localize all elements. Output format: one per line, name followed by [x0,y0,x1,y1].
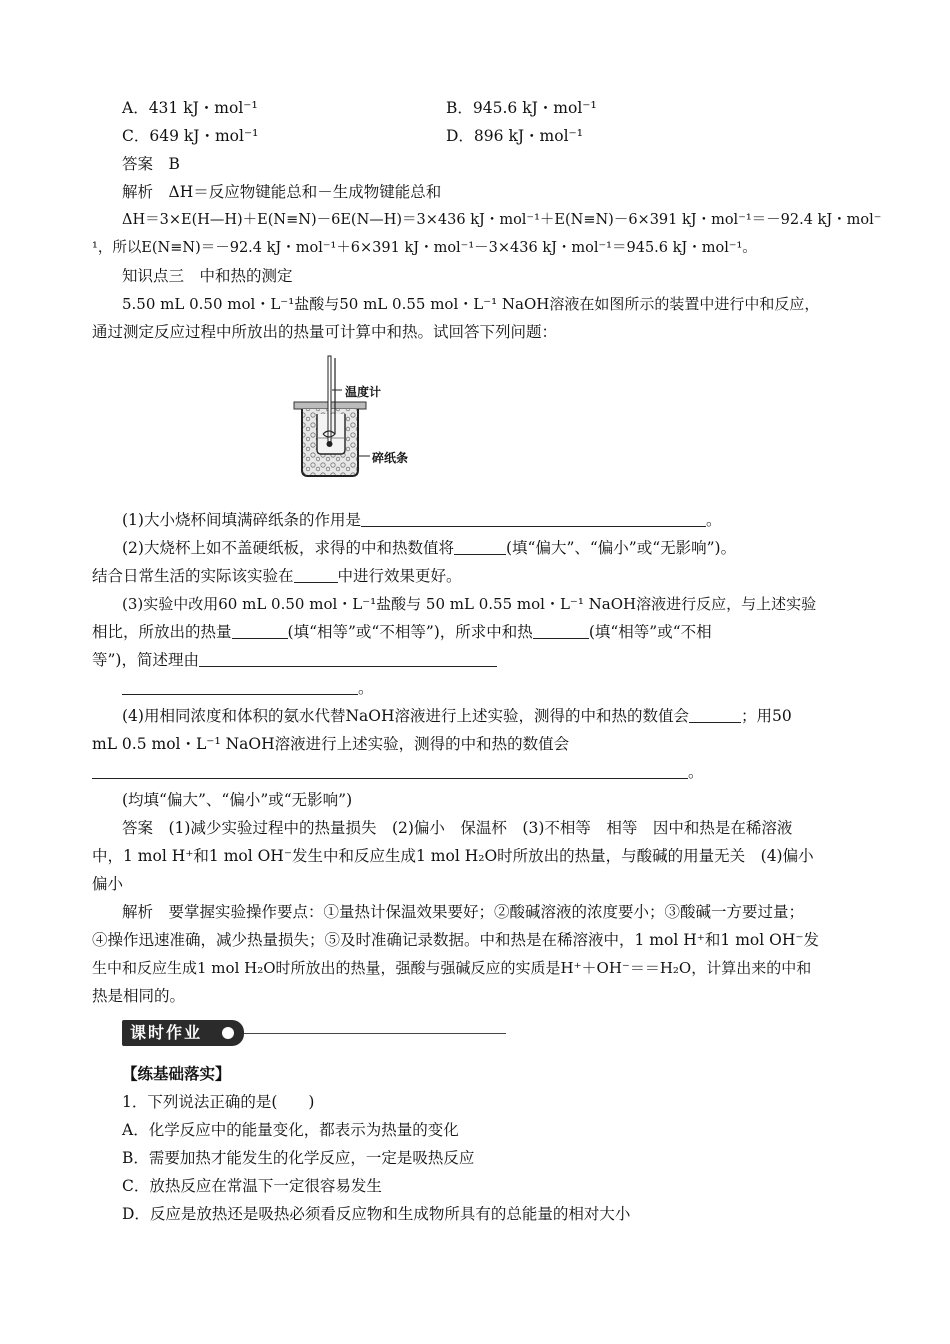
analysis-1-line2: ΔH＝3×E(H—H)＋E(N≡N)－6E(N—H)＝3×436 kJ・mol⁻¹＋E(N≡N)－6×391 kJ・mol⁻¹＝－92.4 kJ・mol⁻ [122,212,882,228]
option-a: A．431 kJ・mol⁻¹ [122,99,258,117]
practice-option-a: A．化学反应中的能量变化，都表示为热量的变化 [122,1121,459,1139]
practice-question-1: 1．下列说法正确的是( ) [122,1093,315,1111]
practice-option-d: D．反应是放热还是吸热必须看反应物和生成物所具有的总能量的相对大小 [122,1205,631,1223]
part-3-mid: (填“相等”或“不相等”)，所求中和热 [287,623,533,641]
dot-icon [222,1027,234,1039]
option-b: B．945.6 kJ・mol⁻¹ [446,99,597,117]
answer-blank[interactable] [454,540,506,555]
part-2-end: (填“偏大”、“偏小”或“无影响”)。 [505,539,737,557]
answer-blank[interactable] [199,652,497,667]
section-heading: 知识点三 中和热的测定 [122,267,293,285]
practice-option-c: C．放热反应在常温下一定很容易发生 [122,1177,382,1195]
part-1 [122,510,721,530]
part-4-note: (均填“偏大”、“偏小”或“无影响”) [122,791,353,809]
banner-title: 课时作业 [130,1023,203,1042]
part-3-line4 [122,678,374,698]
answer-blank[interactable] [533,624,589,639]
analysis-5-line1: 解析 要掌握实验操作要点：①量热计保温效果要好；②酸碱溶液的浓度要小；③酸碱一方要过量； [122,903,805,921]
answer-blank[interactable] [361,512,706,527]
answer-blank[interactable] [232,624,288,639]
part-2-text: (2)大烧杯上如不盖硬纸板，求得的中和热数值将 [122,539,454,557]
option-c: C．649 kJ・mol⁻¹ [122,127,259,145]
banner-divider [244,1033,506,1034]
analysis-1-line3: ¹，所以E(N≡N)＝－92.4 kJ・mol⁻¹＋6×391 kJ・mol⁻¹－3×436 kJ・mol⁻¹＝945.6 kJ・mol⁻¹。 [92,240,757,256]
answer-blank[interactable] [294,568,338,583]
part-3-line3 [92,650,497,670]
part-4-line2: mL 0.5 mol・L⁻¹ NaOH溶液进行上述实验，测得的中和热的数值会 [92,735,570,753]
part-4-line3 [92,762,704,782]
analysis-1-line1: 解析 ΔH＝反应物键能总和－生成物键能总和 [122,183,442,201]
part-2b-text: 结合日常生活的实际该实验在 [92,567,294,585]
answer-1: 答案 B [122,155,180,173]
answer-5-line2: 中，1 mol H⁺和1 mol OH⁻发生中和反应生成1 mol H₂O时所放出的热量，与酸碱的用量无关 (4)偏小 [92,847,814,865]
analysis-5-line4: 热是相同的。 [92,987,186,1005]
thermometer-label: 温度计 [345,385,382,399]
part-4-end: ；用50 [741,707,792,725]
part-2b-end: 中进行效果更好。 [337,567,462,585]
part-2-line1 [122,538,736,558]
answer-blank[interactable] [689,708,741,723]
part-4-line1 [122,706,792,726]
section-banner [122,1020,244,1046]
part-3-line4-end: 。 [358,679,374,697]
part-4-line3-end: 。 [688,763,704,781]
analysis-5-line2: ④操作迅速准确，减少热量损失；⑤及时准确记录数据。中和热是在稀溶液中，1 mol H⁺和1 mol OH⁻发 [92,931,820,949]
part-3-reason-text: 等”)，简述理由 [92,651,199,669]
part-3-end: (填“相等”或“不相 [588,623,712,641]
answer-5-line3: 偏小 [92,875,124,893]
part-3-text: 相比，所放出的热量 [92,623,232,641]
answer-blank[interactable] [122,680,358,695]
question-5-line1: 5.50 mL 0.50 mol・L⁻¹盐酸与50 mL 0.55 mol・L⁻¹ NaOH溶液在如图所示的装置中进行中和反应， [122,295,820,313]
part-1-text: (1)大小烧杯间填满碎纸条的作用是 [122,511,361,529]
calorimeter-figure [290,352,430,482]
answer-5-line1: 答案 (1)减少实验过程中的热量损失 (2)偏小 保温杯 (3)不相等 相等 因中和热是在稀溶液 [122,819,793,837]
question-5-line2: 通过测定反应过程中所放出的热量可计算中和热。试回答下列问题： [92,323,558,341]
part-4-text: (4)用相同浓度和体积的氨水代替NaOH溶液进行上述实验，测得的中和热的数值会 [122,707,689,725]
part-3-line2 [92,622,712,642]
part-2-line2 [92,566,462,586]
analysis-5-line3: 生中和反应生成1 mol H₂O时所放出的热量，强酸与强碱反应的实质是H⁺＋OH⁻＝＝H₂O，计算出来的中和 [92,959,812,977]
practice-option-b: B．需要加热才能发生的化学反应，一定是吸热反应 [122,1149,475,1167]
answer-blank[interactable] [92,764,688,779]
practice-heading: 【练基础落实】 [122,1064,231,1083]
option-d: D．896 kJ・mol⁻¹ [446,127,583,145]
part-1-end: 。 [705,511,722,529]
part-3-line1: (3)实验中改用60 mL 0.50 mol・L⁻¹盐酸与 50 mL 0.55 mol・L⁻¹ NaOH溶液进行反应，与上述实验 [122,595,817,613]
paper-strips-label: 碎纸条 [372,451,409,465]
